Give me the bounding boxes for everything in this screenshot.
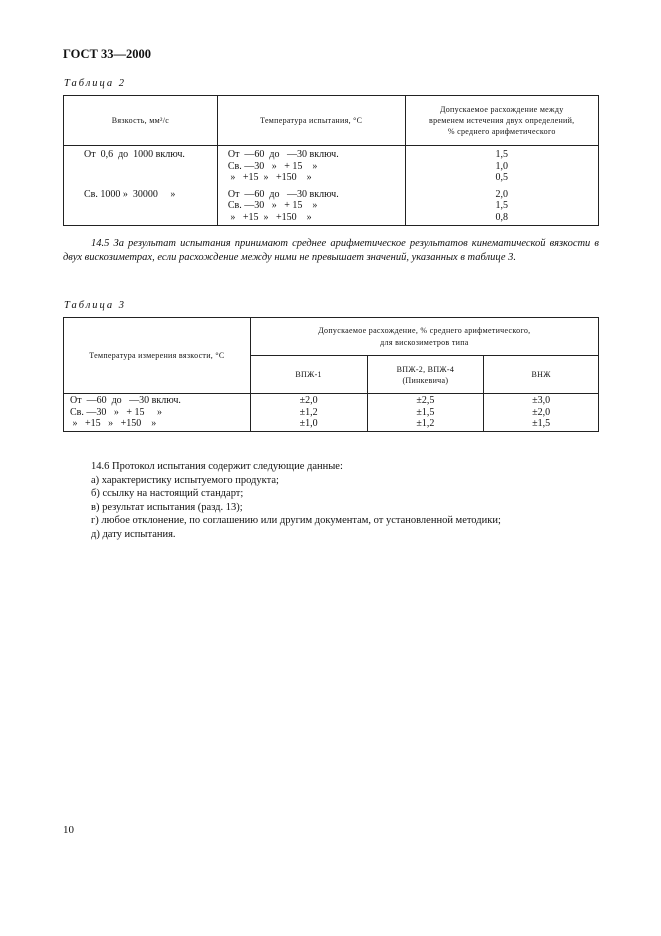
table2-row2-value2: 1,5 — [495, 200, 509, 211]
table2-row2-temps — [217, 188, 405, 226]
table2-row1-temps — [217, 146, 405, 188]
table-row — [64, 146, 599, 188]
table2-row1-value1: 1,5 — [495, 149, 509, 160]
table3-caption: Таблица 3 — [64, 300, 127, 311]
table3-col-vpzh24-line2: (Пинкевича) — [402, 375, 449, 385]
list-item: а) характеристику испытуемого продукта; — [91, 474, 279, 486]
table2 — [63, 95, 599, 226]
table3-vpzh1-values — [250, 394, 367, 432]
table3-col-vpzh1: ВПЖ-1 — [250, 356, 367, 394]
table3-col-vpzh24 — [367, 356, 484, 394]
list-item: в) результат испытания (разд. 13); — [91, 501, 243, 513]
table2-col-deviation-line2: временем истечения двух определений, — [429, 116, 575, 125]
section-14-6 — [63, 460, 599, 541]
table3-vpzh24-values — [367, 394, 484, 432]
table3-col-deviation-line1: Допускаемое расхождение, % среднего арифметического, — [318, 325, 531, 335]
table2-header-row — [64, 96, 599, 146]
document-header: ГОСТ 33—2000 — [63, 47, 152, 61]
table3-temp2: Св. —30 » + 15 » — [70, 406, 163, 418]
table3-vnzh-v2: ±2,0 — [532, 406, 551, 418]
table2-row1-value3: 0,5 — [495, 172, 509, 183]
table3-vpzh1-v1: ±2,0 — [299, 395, 318, 406]
page-number: 10 — [63, 824, 74, 836]
table-row — [64, 188, 599, 226]
table3-vpzh1-v2: ±1,2 — [299, 406, 318, 418]
list-item: д) дату испытания. — [91, 528, 176, 540]
table2-row2-temp3: » +15 » +150 » — [227, 211, 312, 223]
table2-col-deviation-line3: % среднего арифметического — [447, 127, 556, 136]
table3-vpzh24-v3: ±1,2 — [416, 418, 435, 429]
table3-vnzh-values — [484, 394, 599, 432]
table2-row1-temp2: Св. —30 » + 15 » — [227, 160, 318, 172]
paragraph-14-5: 14.5 За результат испытания принимают среднее арифметическое результатов кинематической вязкости в двух вискозиметрах, если расхождение между ними не превышает значений, указанных в таблице 3. — [63, 238, 599, 263]
table2-col-viscosity: Вязкость, мм²/с — [64, 96, 218, 146]
table3-col-vpzh24-line1: ВПЖ-2, ВПЖ-4 — [396, 364, 455, 374]
list-item: г) любое отклонение, по соглашению или другим документам, от установленной методики; — [91, 515, 501, 526]
table2-row1-temp3: » +15 » +150 » — [227, 172, 312, 183]
table2-row2-viscosity: Св. 1000 » 30000 » — [64, 188, 218, 226]
table3-col-vnzh: ВНЖ — [484, 356, 599, 394]
table2-row2-temp1: От —60 до —30 включ. — [227, 188, 339, 200]
table3-col-deviation-line2: для вискозиметров типа — [380, 337, 469, 347]
table3-vpzh1-v3: ±1,0 — [299, 418, 318, 429]
table2-row1-values — [405, 146, 598, 188]
table3-temp1: От —60 до —30 включ. — [70, 395, 181, 406]
table3 — [63, 317, 599, 432]
table2-col-deviation — [405, 96, 598, 146]
table3-temps — [64, 394, 251, 432]
table3-vpzh24-v1: ±2,5 — [416, 395, 435, 406]
table3-temp3: » +15 » +150 » — [70, 418, 157, 429]
table2-row1-value2: 1,0 — [495, 160, 509, 172]
table3-vpzh24-v2: ±1,5 — [416, 406, 435, 418]
section-14-6-intro: 14.6 Протокол испытания содержит следующие данные: — [91, 461, 343, 472]
table2-caption: Таблица 2 — [64, 78, 127, 89]
table2-row2-value1: 2,0 — [495, 188, 509, 200]
table3-vnzh-v1: ±3,0 — [532, 395, 551, 406]
table-row — [64, 394, 599, 432]
table2-row2-values — [405, 188, 598, 226]
table2-row1-viscosity: От 0,6 до 1000 включ. — [64, 146, 218, 188]
table3-col-deviation — [250, 318, 598, 356]
table2-row1-temp1: От —60 до —30 включ. — [227, 149, 339, 160]
table2-row2-temp2: Св. —30 » + 15 » — [227, 200, 318, 211]
table3-vnzh-v3: ±1,5 — [532, 418, 551, 429]
table3-header-row1 — [64, 318, 599, 356]
table2-col-deviation-line1: Допускаемое расхождение между — [440, 105, 564, 114]
table3-col-temperature: Температура измерения вязкости, °С — [64, 318, 251, 394]
table2-col-temperature: Температура испытания, °С — [217, 96, 405, 146]
list-item: б) ссылку на настоящий стандарт; — [91, 488, 244, 499]
table2-row2-value3: 0,8 — [495, 211, 509, 223]
